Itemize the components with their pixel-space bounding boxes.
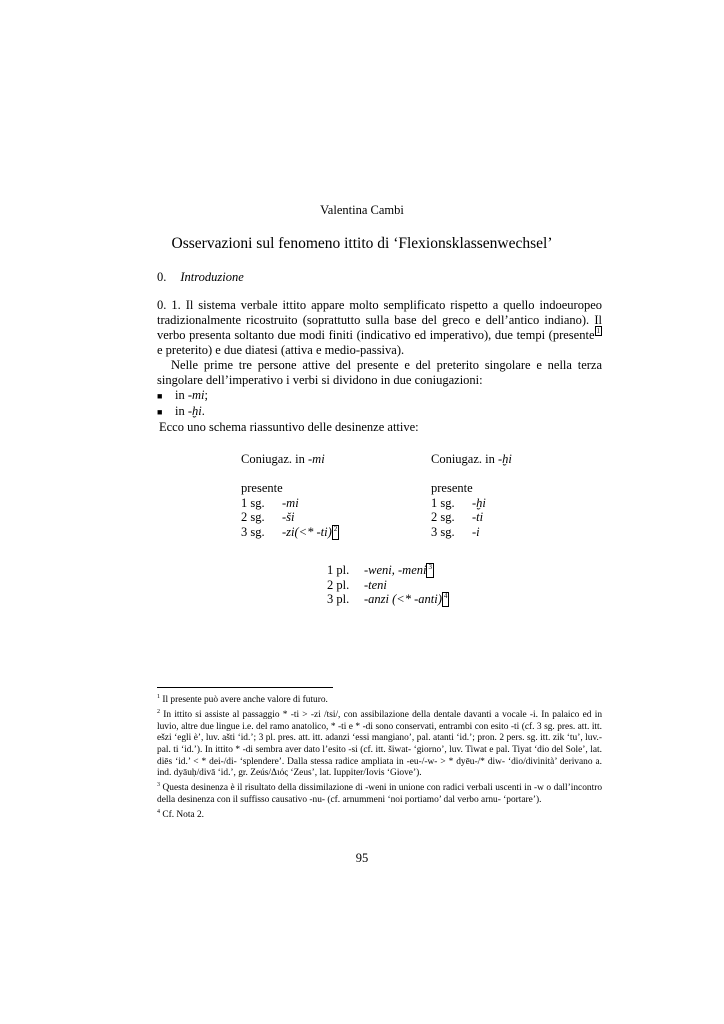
table-row: 2 sg. -ši [241,510,295,525]
table-row: 3 sg. -zi (<* -ti) 2 [241,524,338,539]
table-row: 1 sg. -mi [241,495,299,510]
list-item: ■ in -mi; [157,388,209,402]
footnote-ref[interactable]: 3 [426,563,434,578]
conjugation-mi-table [241,452,339,540]
article-title: Osservazioni sul fenomeno ittito di ‘Flexionsklassenwechsel’ [171,235,553,252]
body-text [157,298,602,435]
paragraph-3: Ecco uno schema riassuntivo delle desinenze attive: [159,420,419,434]
section-heading: 0. Introduzione [157,270,244,284]
table-header: Coniugaz. in -mi [241,452,325,466]
table-row: 2 pl. -teni [327,577,387,592]
list-item: ■ in -ḫi. [157,404,205,418]
paragraph-1: 0. 1. Il sistema verbale ittito appare molto semplificato rispetto a quello indoeuropeo tradizionalmente ricostruito (soprattutto sulla base del greco e dell’antico indiano). Il verbo presenta soltanto due modi finiti (indicativo ed imperativo), due tempi (presente $^1$ e preterito) e due diatesi (attiva e medio-passiva). [157,298,602,357]
footnote: $^3$ Questa desinenza è il risultato della dissimilazione di -weni in unione con radici verbali uscenti in -w o dall’incontro della desinenza con il suffisso causativo -nu- (cf. arnummeni ‘noi portiamo’ dal verbo arnu- ‘portare’). [157,782,603,805]
table-subheader: presente [241,481,283,496]
footnote: $^4$ Cf. Nota 2. [157,808,205,820]
table-row: 2 sg. -ti [431,510,484,525]
table-row: 3 sg. -i [431,524,480,539]
table-subheader: presente [431,481,473,496]
footnote-ref[interactable]: 4 [442,592,450,607]
table-row: 1 sg. -ḫi [431,495,486,510]
footnote-ref[interactable]: 2 [332,525,340,540]
conjugation-hi-table [431,452,512,540]
footnote-ref[interactable]: 1 [596,327,600,335]
table-row: 3 pl. -anzi (<* -anti) 4 [327,592,448,607]
footnote-divider [157,687,333,688]
footnotes [157,692,602,822]
table-row: 1 pl. -weni, -meni 3 [327,563,432,577]
bullet-icon: ■ [157,391,163,401]
page-number: 95 [355,851,369,865]
paragraph-2: Nelle prime tre persone attive del presente e del preterito singolare e nella terza singolare dell’imperativo i verbi si dividono in due coniugazioni: [157,358,602,387]
plural-endings [327,563,449,607]
author-name: Valentina Cambi [320,203,404,217]
footnote: $^2$ In ittito si assiste al passaggio * -ti > -zi /tsi/, con assibilazione della dentale davanti a vocale -i. In palaico ed in luvio, altre due lingue i.e. del ramo anatolico, * -ti e * -di sono conservati, entrambi con esito -ti (cf. 3 sg. pres. att. itt. ešzi ‘egli è’, luv. ašti ‘id.’; 3 pl. pres. att. itt. adanzi ‘essi mangiano’, pal. atanti ‘id.’; pron. 2 pers. sg. itt. zik ‘tu’, luv.-pal. ti ‘id.’). In ittito * -di sembra aver dato l’esito -si (cf. itt. šiwat- ‘giorno’, luv. Tiwat e pal. Tiyat ‘dio del Sole’, lat. diēs ‘id.’ < * dei-/di- ‘splendere’. Dalla stessa radice ampliata in -eu-/-w- > * dyēu-/* diw- ‘dio/divinità’ derivano a. ind. dyāuḥ/divā ‘id.’, gr. Zeús/Διός ‘Zeus’, lat. Iuppiter/Iovis ‘Giove’). [157,708,603,779]
bullet-icon: ■ [157,407,163,417]
table-header: Coniugaz. in -ḫi [431,452,512,466]
footnote: $^1$ Il presente può avere anche valore di futuro. [157,694,328,706]
